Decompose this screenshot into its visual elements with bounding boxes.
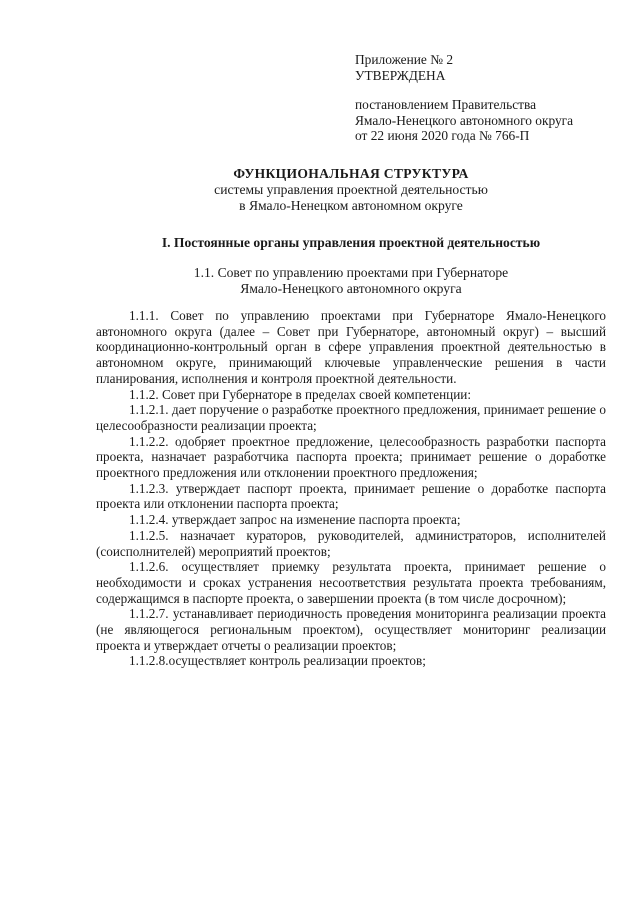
- paragraph: 1.1.1. Совет по управлению проектами при Губернаторе Ямало-Ненецкого автономного округа (далее – Совет при Губернаторе, автономный округ) – высший координационно-контрольный орган в сфере управления проектной деятельностью в автономном округе, принимающий ключевые управленческие решения в части планирования, исполнения и контроля проектной деятельности.: [96, 308, 606, 386]
- appendix-number: Приложение № 2: [355, 52, 454, 67]
- title-line-2: системы управления проектной деятельностью: [214, 182, 488, 197]
- paragraph: 1.1.2.1. дает поручение о разработке проектного предложения, принимает решение о целесообразности реализации проекта;: [96, 402, 606, 433]
- decree-line-2: Ямало-Ненецкого автономного округа: [355, 112, 574, 128]
- document-title: [96, 166, 606, 214]
- subsection-line-2: Ямало-Ненецкого автономного округа: [240, 281, 462, 296]
- title-main: ФУНКЦИОНАЛЬНАЯ СТРУКТУРА: [233, 166, 469, 181]
- document-body: [96, 308, 606, 669]
- subsection-heading: [96, 265, 606, 297]
- appendix-block: [355, 52, 625, 144]
- paragraph: 1.1.2.6. осуществляет приемку результата проекта, принимает решение о необходимости и сроках устранения несоответствия результата проекта требованиям, содержащимся в паспорте проекта, о завершении проекта (в том числе досрочном);: [96, 559, 606, 606]
- approved-label: УТВЕРЖДЕНА: [355, 67, 446, 83]
- subsection-line-1: 1.1. Совет по управлению проектами при Губернаторе: [193, 265, 509, 280]
- paragraph: 1.1.2.2. одобряет проектное предложение, целесообразность разработки паспорта проекта, назначает разработчика паспорта проекта; принимает решение о доработке проектного предложения или отклонении проектного предложения;: [96, 433, 606, 481]
- section-heading: I. Постоянные органы управления проектной деятельностью: [161, 235, 541, 250]
- paragraph: 1.1.2.7. устанавливает периодичность проведения мониторинга реализации проекта (не являющегося региональным проектом), осуществляет мониторинг реализации проекта и утверждает отчеты о реализации проектов;: [96, 606, 606, 653]
- paragraph: 1.1.2.5. назначает кураторов, руководителей, администраторов, исполнителей (соисполнителей) мероприятий проектов;: [96, 527, 606, 559]
- paragraph: 1.1.2.3. утверждает паспорт проекта, принимает решение о доработке паспорта проекта или отклонении паспорта проекта;: [96, 480, 606, 512]
- paragraph: 1.1.2.4. утверждает запрос на изменение паспорта проекта;: [129, 512, 461, 528]
- decree-line-1: постановлением Правительства: [355, 97, 537, 112]
- decree-line-3: от 22 июня 2020 года № 766-П: [355, 128, 530, 143]
- paragraph: 1.1.2.8.осуществляет контроль реализации проектов;: [129, 653, 426, 669]
- title-line-3: в Ямало-Ненецком автономном округе: [239, 198, 463, 213]
- paragraph: 1.1.2. Совет при Губернаторе в пределах своей компетенции:: [129, 386, 471, 402]
